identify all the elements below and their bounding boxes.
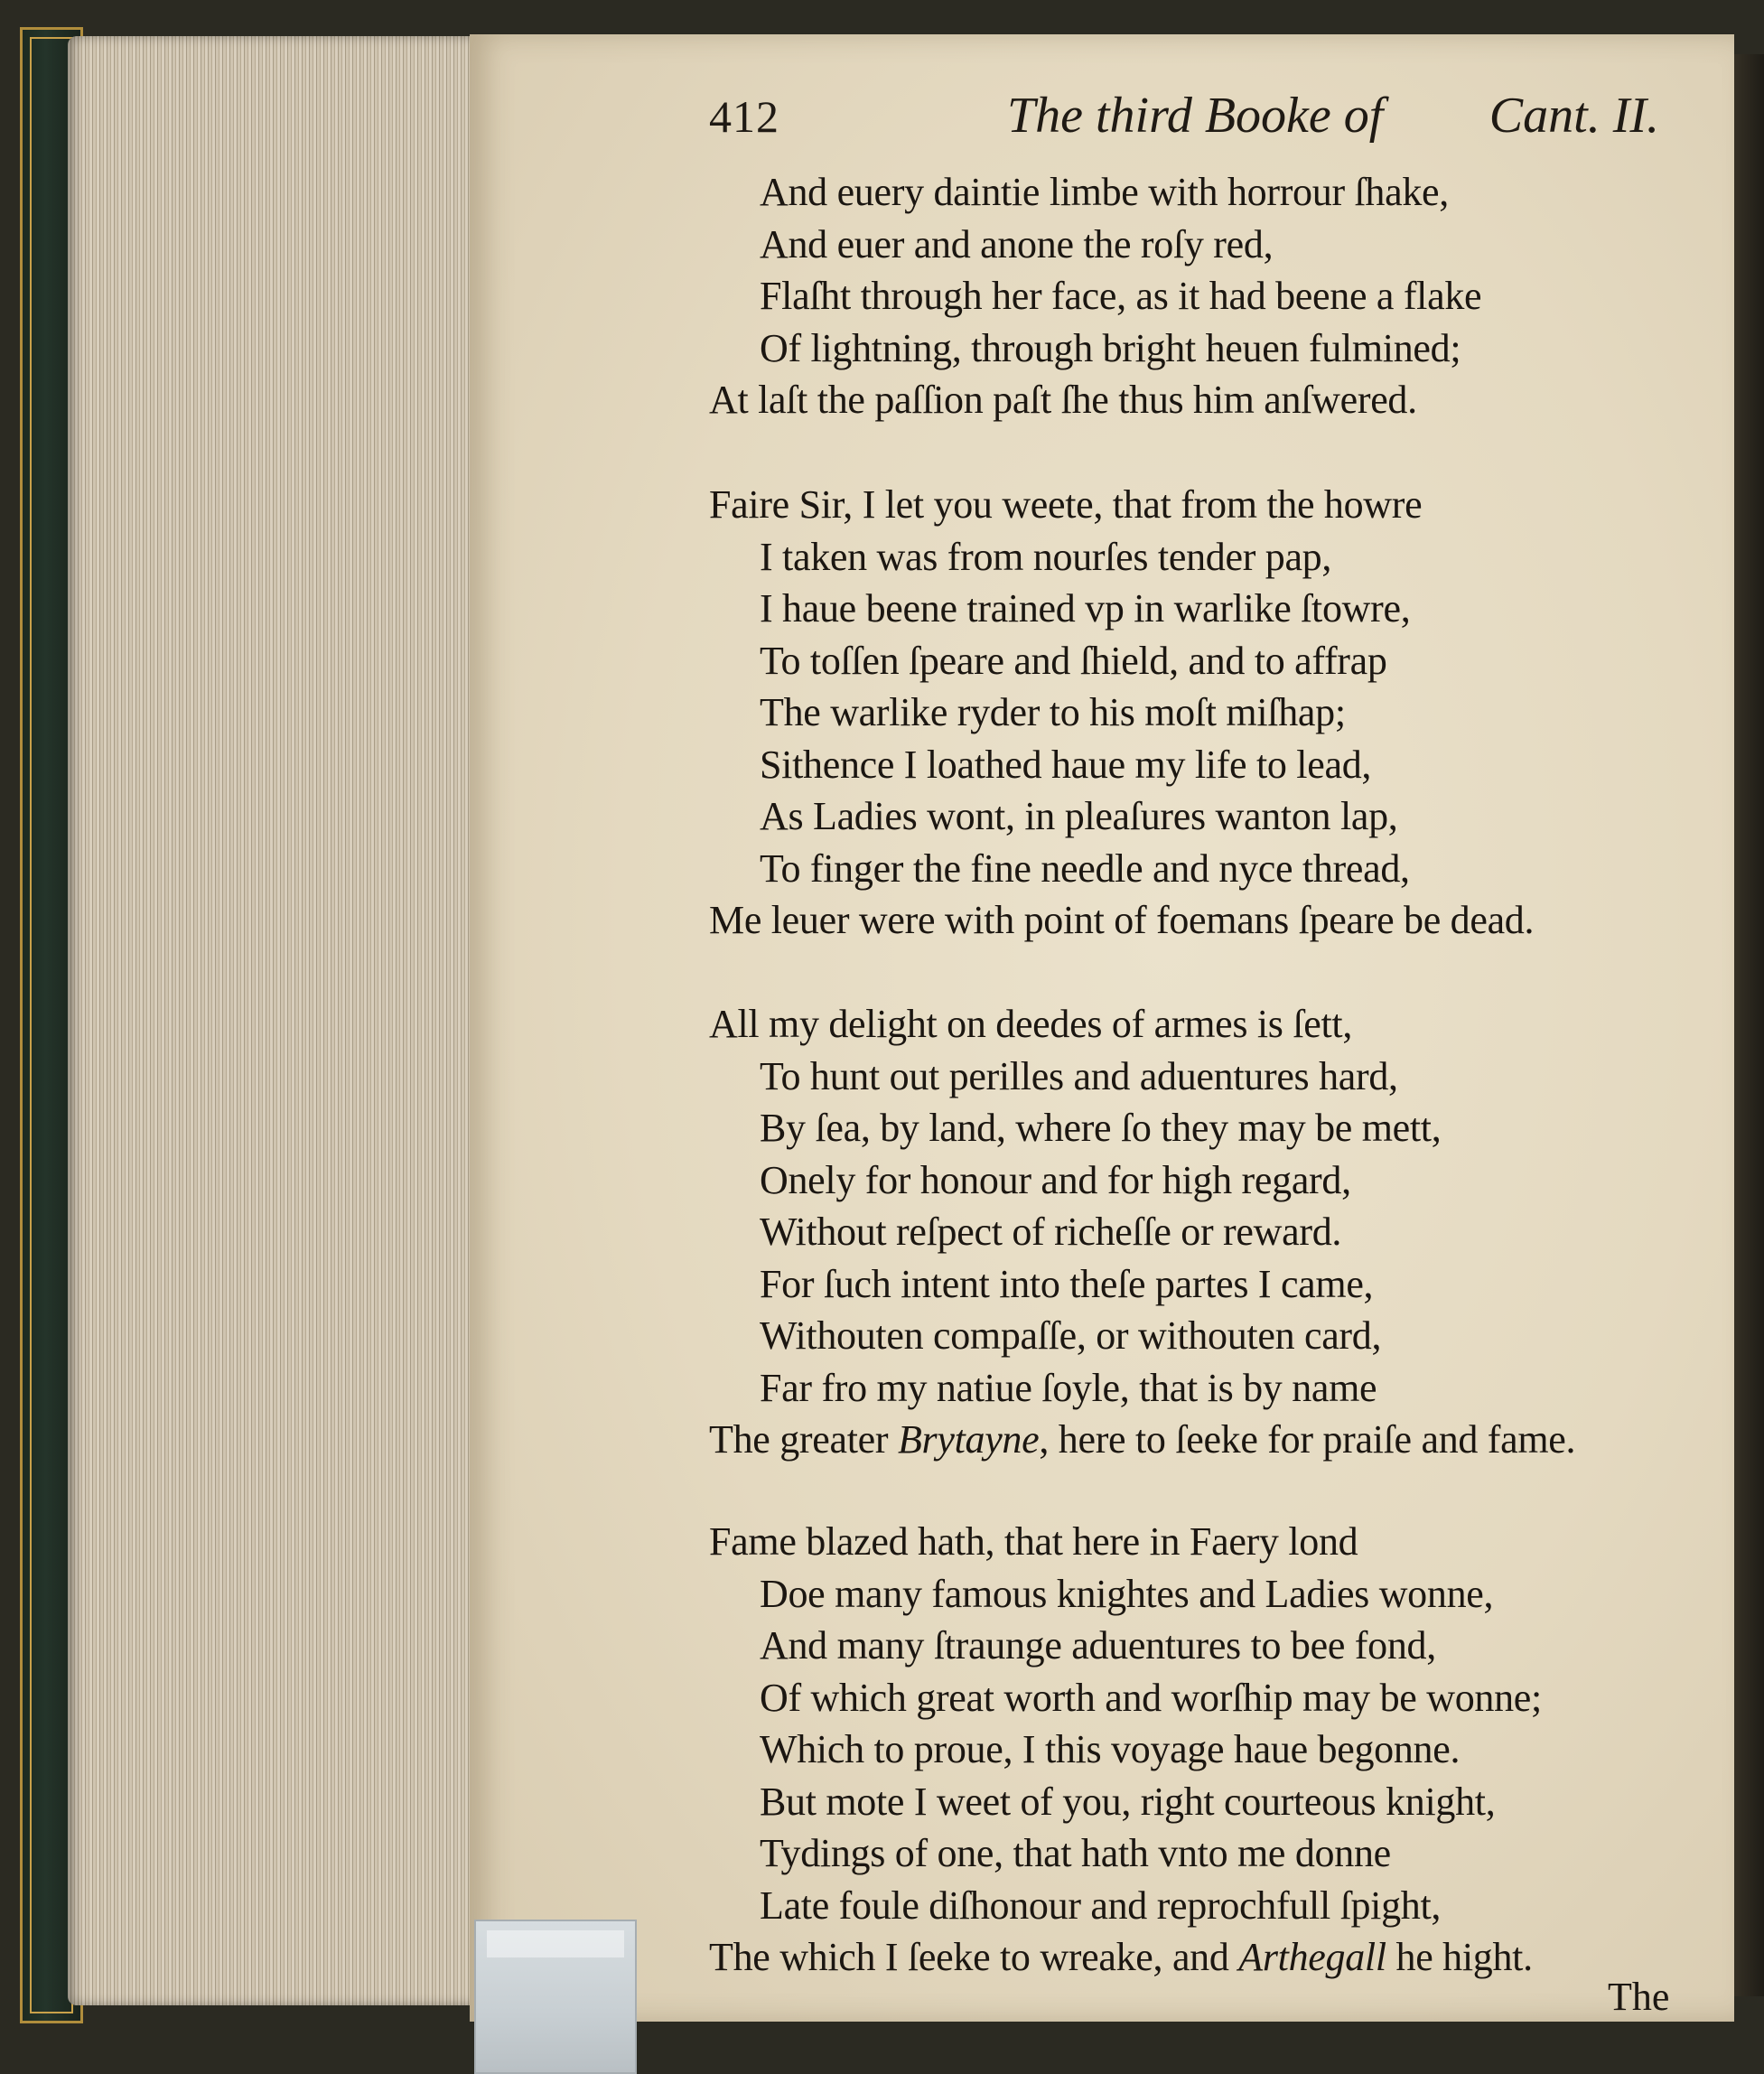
- verse-line: Me leuer were with point of foemans ſpeare be dead.: [709, 898, 1535, 942]
- stanza-3: [709, 998, 1685, 1466]
- verse-line: I haue beene trained vp in warlike ſtowre,: [760, 586, 1411, 631]
- verse-text: The greater: [709, 1417, 898, 1462]
- verse-text: , here to ſeeke for praiſe and fame.: [1039, 1417, 1576, 1462]
- catchword: The: [1608, 1975, 1670, 2019]
- page-number: 412: [709, 91, 779, 142]
- verse-line: To hunt out perilles and aduentures hard,: [760, 1053, 1398, 1098]
- verse-text: The which I ſeeke to wreake, and: [709, 1935, 1239, 1979]
- verse-line: Onely for honour and for high regard,: [760, 1157, 1351, 1202]
- verse-line: By ſea, by land, where ſo they may be mett,: [760, 1106, 1442, 1150]
- verse-line: And many ſtraunge aduentures to bee fond,: [760, 1623, 1436, 1668]
- verse-line: Which to proue, I this voyage haue begonne.: [760, 1727, 1461, 1771]
- proper-name: Brytayne: [897, 1417, 1040, 1462]
- verse-line: And euer and anone the roſy red,: [760, 221, 1274, 266]
- running-title: The third Booke of: [1007, 88, 1384, 144]
- verse-line: Without reſpect of richeſſe or reward.: [760, 1210, 1342, 1254]
- stanza-2: [709, 479, 1685, 947]
- verse-line: Faire Sir, I let you weete, that from the howre: [709, 482, 1423, 527]
- verse-line: Fame blazed hath, that here in Faery lond: [709, 1519, 1358, 1564]
- stanza-4: [709, 1516, 1685, 1984]
- verse-line: For ſuch intent into theſe partes I came,: [760, 1261, 1374, 1306]
- verse-line: To finger the fine needle and nyce thread,: [760, 845, 1410, 891]
- verse-line: All my delight on deedes of armes is ſett,: [709, 1002, 1353, 1046]
- verse-line: Of lightning, through bright heuen fulmined;: [760, 325, 1461, 370]
- verse-line: Sithence I loathed haue my life to lead,: [760, 742, 1372, 787]
- verse-line: Of which great worth and worſhip may be wonne;: [760, 1675, 1542, 1720]
- canto-label: Cant. II.: [1489, 88, 1659, 144]
- verse-line: Withouten compaſſe, or withouten card,: [760, 1313, 1382, 1358]
- verse-line: [709, 1931, 1685, 1984]
- verse-line: Late foule diſhonour and reprochfull ſpight,: [760, 1882, 1442, 1928]
- verse-line: But mote I weet of you, right courteous knight,: [760, 1779, 1496, 1824]
- proper-name: Arthegall: [1238, 1935, 1386, 1979]
- stanza-1: [709, 166, 1685, 426]
- verse-line: I taken was from nourſes tender pap,: [760, 534, 1332, 579]
- page-header: [709, 90, 1666, 154]
- verse-line: Flaſht through her face, as it had beene a flake: [760, 274, 1482, 318]
- library-bookmark-tab: [474, 1920, 637, 2074]
- verse-line: And euery daintie limbe with horrour ſhake,: [760, 170, 1449, 214]
- verse-line: To toſſen ſpeare and ſhield, and to affrap: [760, 638, 1387, 683]
- page-block-edge: [68, 36, 474, 2005]
- verse-line: The warlike ryder to his moſt miſhap;: [760, 690, 1346, 734]
- verse-line: Far fro my natiue ſoyle, that is by name: [760, 1365, 1377, 1410]
- verse-text: he hight.: [1386, 1935, 1533, 1979]
- verse-line: As Ladies wont, in pleaſures wanton lap,: [760, 794, 1398, 838]
- verse-line: Doe many famous knightes and Ladies wonne,: [760, 1571, 1494, 1616]
- verse-line: At laſt the paſſion paſt ſhe thus him anſwered.: [709, 378, 1417, 422]
- verse-line: Tydings of one, that hath vnto me donne: [760, 1831, 1391, 1875]
- verse-line: [709, 1414, 1685, 1466]
